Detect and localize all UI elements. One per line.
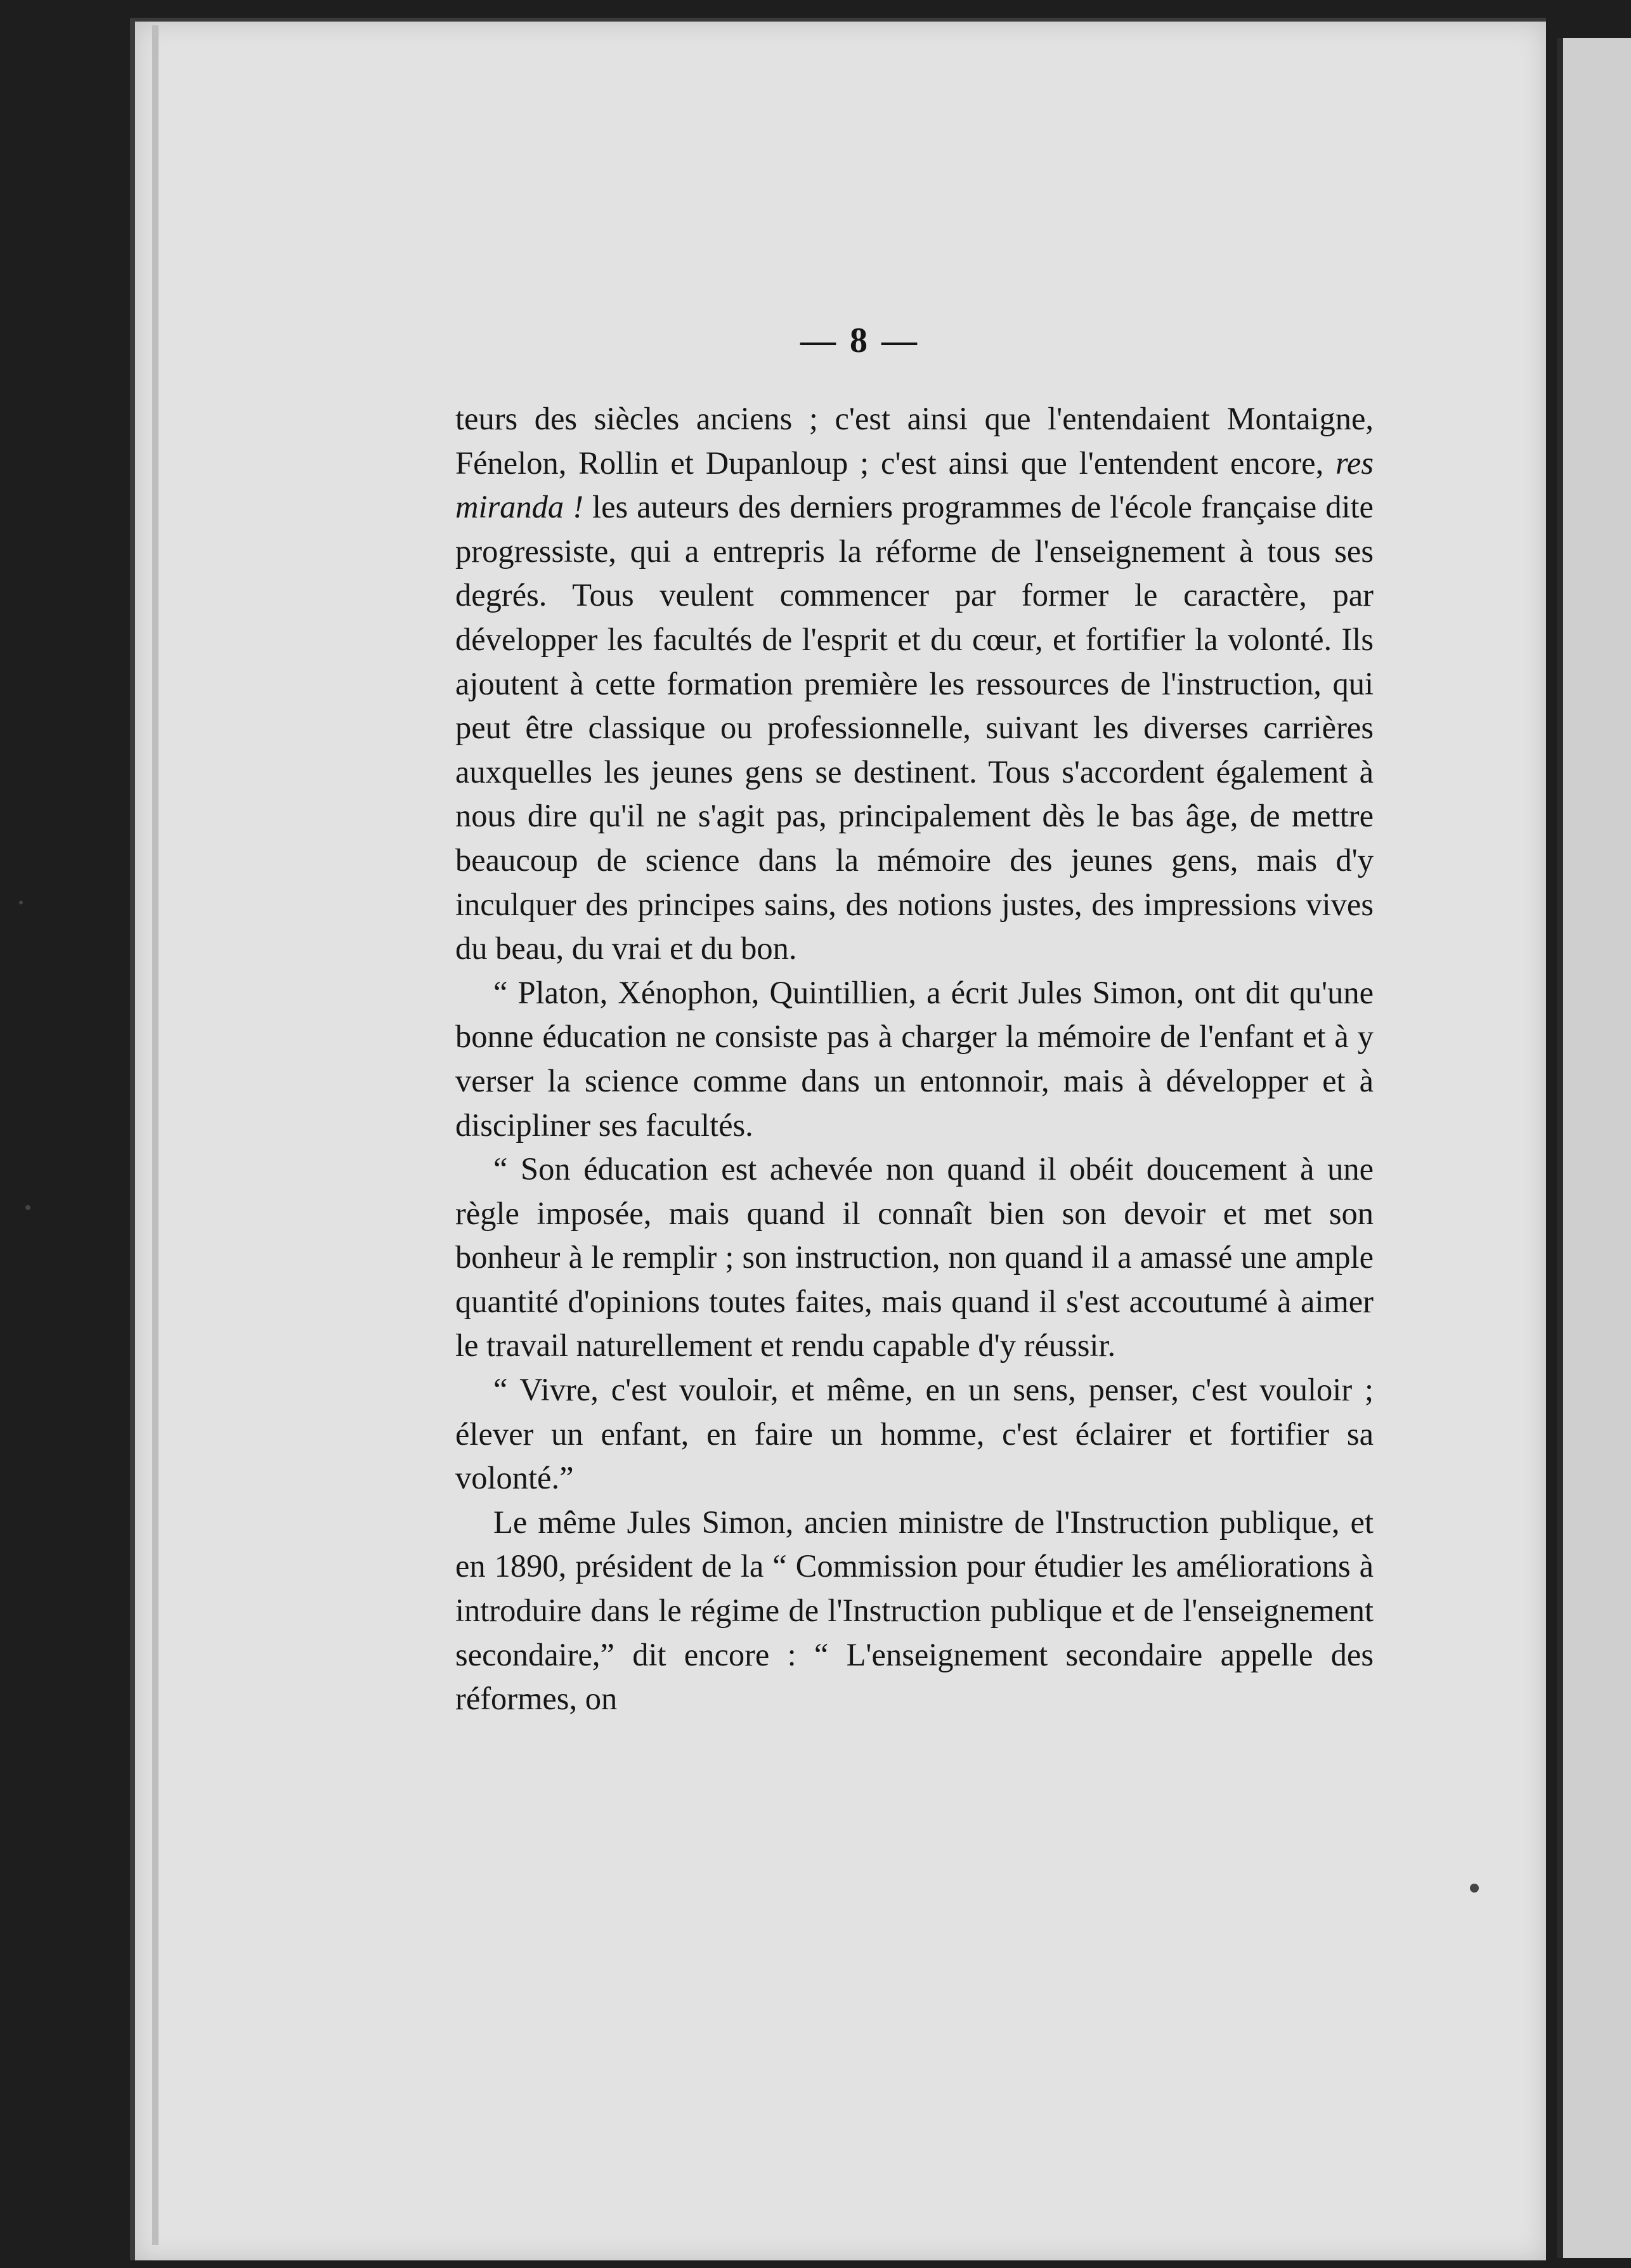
scan-speck — [1470, 1884, 1479, 1893]
text-segment: “ Platon, Xénophon, Quintillien, a écrit Jules Simon, ont dit qu'une bonne éducation ne consiste pas à charger la mémoire de l'enfant et à y verser la science comme dans un entonnoir, mais à développer et à discipliner ses facultés. — [455, 974, 1374, 1143]
text-segment: “ Vivre, c'est vouloir, et même, en un sens, penser, c'est vouloir ; élever un enfant, en faire un homme, c'est éclairer et fortifier sa volonté.” — [455, 1372, 1374, 1496]
paragraph — [455, 397, 1374, 971]
paragraph — [455, 971, 1374, 1147]
page-number: — 8 — — [800, 321, 919, 360]
text-segment: Le même Jules Simon, ancien ministre de l'Instruction publique, et en 1890, président de la “ Commission pour étudier les améliorations à introduire dans le régime de l'Instruction publique et de l'enseignement secondaire,” dit encore : “ L'enseignement secondaire appelle des réformes, on — [455, 1504, 1374, 1717]
paragraph — [455, 1368, 1374, 1501]
paragraph — [455, 1501, 1374, 1721]
body-text — [455, 397, 1374, 1721]
scan-speck — [19, 901, 23, 904]
text-segment: “ Son éducation est achevée non quand il obéit doucement à une règle imposée, mais quand il connaît bien son devoir et met son bonheur à le remplir ; son instruction, non quand il a amassé une ample quantité d'opinions toutes faites, mais quand il s'est accoutumé à aimer le travail naturellement et rendu capable d'y réussir. — [455, 1151, 1374, 1364]
text-segment: teurs des siècles anciens ; c'est ainsi que l'entendaient Montaigne, Fénelon, Rollin et Dupanloup ; c'est ainsi que l'entendent encore, — [455, 401, 1374, 481]
paragraph — [455, 1147, 1374, 1368]
next-page-edge — [1557, 38, 1631, 2258]
text-segment: les auteurs des derniers programmes de l'école française dite progressiste, qui a entrepris la réforme de l'enseignement à tous ses degrés. Tous veulent commencer par former le caractère, par développer les facultés de l'esprit et du cœur, et fortifier la volonté. Ils ajoutent à cette formation première les ressources de l'instruction, qui peut être classique ou professionnelle, suivant les diverses carrières auxquelles les jeunes gens se destinent. Tous s'accordent également à nous dire qu'il ne s'agit pas, principalement dès le bas âge, de mettre beaucoup de science dans la mémoire des jeunes gens, mais d'y inculquer des principes sains, des notions justes, des impressions vives du beau, du vrai et du bon. — [455, 489, 1374, 967]
italic-text: res miranda ! — [455, 445, 1374, 525]
scan-speck — [25, 1205, 30, 1210]
